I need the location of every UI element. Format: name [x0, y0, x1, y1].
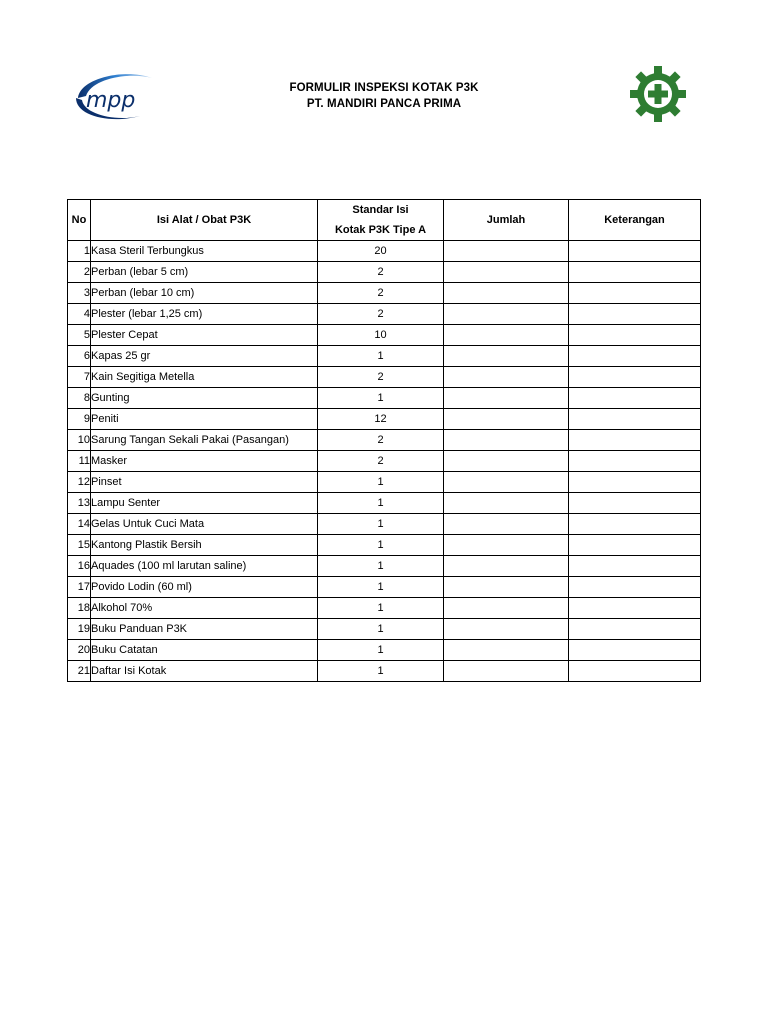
row-number-cell: 16: [68, 556, 91, 577]
keterangan-cell[interactable]: [569, 430, 701, 451]
keterangan-cell[interactable]: [569, 241, 701, 262]
item-name-cell: Kain Segitiga Metella: [91, 367, 318, 388]
standard-qty-cell: 1: [318, 661, 444, 682]
jumlah-cell[interactable]: [444, 661, 569, 682]
standard-qty-cell: 2: [318, 430, 444, 451]
table-row: [68, 451, 701, 472]
table-row: [68, 577, 701, 598]
inspection-table: [67, 199, 701, 682]
standard-qty-cell: 1: [318, 535, 444, 556]
row-number-cell: 20: [68, 640, 91, 661]
standard-qty-cell: 1: [318, 514, 444, 535]
k3-gear-cross-icon: [628, 66, 688, 122]
header-standard-line-1: Standar Isi: [352, 204, 409, 216]
item-name-cell: Lampu Senter: [91, 493, 318, 514]
jumlah-cell[interactable]: [444, 367, 569, 388]
jumlah-cell[interactable]: [444, 325, 569, 346]
keterangan-cell[interactable]: [569, 640, 701, 661]
jumlah-cell[interactable]: [444, 598, 569, 619]
keterangan-cell[interactable]: [569, 472, 701, 493]
item-name-cell: Buku Catatan: [91, 640, 318, 661]
row-number-cell: 6: [68, 346, 91, 367]
title-line-2: PT. MANDIRI PANCA PRIMA: [306, 98, 462, 110]
standard-qty-cell: 2: [318, 283, 444, 304]
row-number-cell: 14: [68, 514, 91, 535]
standard-qty-cell: 1: [318, 619, 444, 640]
header-standard: [318, 200, 444, 241]
jumlah-cell[interactable]: [444, 556, 569, 577]
item-name-cell: Kasa Steril Terbungkus: [91, 241, 318, 262]
item-name-cell: Sarung Tangan Sekali Pakai (Pasangan): [91, 430, 318, 451]
table-row: [68, 304, 701, 325]
keterangan-cell[interactable]: [569, 283, 701, 304]
header-no: No: [68, 200, 91, 241]
item-name-cell: Kapas 25 gr: [91, 346, 318, 367]
jumlah-cell[interactable]: [444, 388, 569, 409]
row-number-cell: 3: [68, 283, 91, 304]
table-row: [68, 514, 701, 535]
standard-qty-cell: 1: [318, 556, 444, 577]
header-standard-line-2: Kotak P3K Tipe A: [334, 224, 427, 236]
keterangan-cell[interactable]: [569, 451, 701, 472]
jumlah-cell[interactable]: [444, 577, 569, 598]
jumlah-cell[interactable]: [444, 619, 569, 640]
row-number-cell: 15: [68, 535, 91, 556]
jumlah-cell[interactable]: [444, 640, 569, 661]
standard-qty-cell: 12: [318, 409, 444, 430]
jumlah-cell[interactable]: [444, 346, 569, 367]
jumlah-cell[interactable]: [444, 472, 569, 493]
keterangan-cell[interactable]: [569, 577, 701, 598]
item-name-cell: Gunting: [91, 388, 318, 409]
standard-qty-cell: 1: [318, 577, 444, 598]
row-number-cell: 13: [68, 493, 91, 514]
table-row: [68, 409, 701, 430]
keterangan-cell[interactable]: [569, 619, 701, 640]
row-number-cell: 1: [68, 241, 91, 262]
jumlah-cell[interactable]: [444, 430, 569, 451]
table-row: [68, 598, 701, 619]
row-number-cell: 21: [68, 661, 91, 682]
table-row: [68, 556, 701, 577]
header-item: Isi Alat / Obat P3K: [91, 200, 318, 241]
jumlah-cell[interactable]: [444, 409, 569, 430]
standard-qty-cell: 10: [318, 325, 444, 346]
item-name-cell: Plester (lebar 1,25 cm): [91, 304, 318, 325]
table-row: [68, 493, 701, 514]
row-number-cell: 9: [68, 409, 91, 430]
table-row: [68, 346, 701, 367]
item-name-cell: Gelas Untuk Cuci Mata: [91, 514, 318, 535]
table-row: [68, 535, 701, 556]
row-number-cell: 18: [68, 598, 91, 619]
keterangan-cell[interactable]: [569, 262, 701, 283]
item-name-cell: Perban (lebar 10 cm): [91, 283, 318, 304]
mpp-logo-text: mpp: [86, 88, 136, 113]
header-keterangan: Keterangan: [569, 200, 701, 241]
jumlah-cell[interactable]: [444, 241, 569, 262]
table-row: [68, 661, 701, 682]
table-row: [68, 619, 701, 640]
jumlah-cell[interactable]: [444, 304, 569, 325]
row-number-cell: 8: [68, 388, 91, 409]
item-name-cell: Buku Panduan P3K: [91, 619, 318, 640]
table-row: [68, 241, 701, 262]
standard-qty-cell: 1: [318, 346, 444, 367]
table-header-row: [68, 200, 701, 241]
table-row: [68, 262, 701, 283]
table-row: [68, 367, 701, 388]
document-title: [184, 80, 584, 112]
item-name-cell: Alkohol 70%: [91, 598, 318, 619]
table-row: [68, 430, 701, 451]
keterangan-cell[interactable]: [569, 325, 701, 346]
item-name-cell: Povido Lodin (60 ml): [91, 577, 318, 598]
keterangan-cell[interactable]: [569, 661, 701, 682]
mpp-logo-icon: [70, 68, 154, 124]
item-name-cell: Perban (lebar 5 cm): [91, 262, 318, 283]
row-number-cell: 2: [68, 262, 91, 283]
row-number-cell: 5: [68, 325, 91, 346]
row-number-cell: 17: [68, 577, 91, 598]
item-name-cell: Daftar Isi Kotak: [91, 661, 318, 682]
header-jumlah: Jumlah: [444, 200, 569, 241]
jumlah-cell[interactable]: [444, 535, 569, 556]
standard-qty-cell: 1: [318, 640, 444, 661]
table-row: [68, 283, 701, 304]
standard-qty-cell: 1: [318, 388, 444, 409]
jumlah-cell[interactable]: [444, 514, 569, 535]
standard-qty-cell: 2: [318, 262, 444, 283]
row-number-cell: 4: [68, 304, 91, 325]
standard-qty-cell: 1: [318, 493, 444, 514]
item-name-cell: Kantong Plastik Bersih: [91, 535, 318, 556]
row-number-cell: 12: [68, 472, 91, 493]
table-row: [68, 325, 701, 346]
row-number-cell: 11: [68, 451, 91, 472]
keterangan-cell[interactable]: [569, 493, 701, 514]
item-name-cell: Aquades (100 ml larutan saline): [91, 556, 318, 577]
standard-qty-cell: 1: [318, 598, 444, 619]
jumlah-cell[interactable]: [444, 451, 569, 472]
table-row: [68, 472, 701, 493]
title-line-1: FORMULIR INSPEKSI KOTAK P3K: [289, 82, 479, 94]
jumlah-cell[interactable]: [444, 493, 569, 514]
keterangan-cell[interactable]: [569, 535, 701, 556]
keterangan-cell[interactable]: [569, 388, 701, 409]
keterangan-cell[interactable]: [569, 346, 701, 367]
item-name-cell: Peniti: [91, 409, 318, 430]
standard-qty-cell: 20: [318, 241, 444, 262]
table-row: [68, 640, 701, 661]
keterangan-cell[interactable]: [569, 598, 701, 619]
item-name-cell: Masker: [91, 451, 318, 472]
table-row: [68, 388, 701, 409]
row-number-cell: 19: [68, 619, 91, 640]
row-number-cell: 7: [68, 367, 91, 388]
keterangan-cell[interactable]: [569, 367, 701, 388]
standard-qty-cell: 1: [318, 472, 444, 493]
keterangan-cell[interactable]: [569, 304, 701, 325]
row-number-cell: 10: [68, 430, 91, 451]
standard-qty-cell: 2: [318, 304, 444, 325]
item-name-cell: Pinset: [91, 472, 318, 493]
table-body: [68, 241, 701, 682]
jumlah-cell[interactable]: [444, 283, 569, 304]
jumlah-cell[interactable]: [444, 262, 569, 283]
standard-qty-cell: 2: [318, 451, 444, 472]
keterangan-cell[interactable]: [569, 409, 701, 430]
keterangan-cell[interactable]: [569, 514, 701, 535]
item-name-cell: Plester Cepat: [91, 325, 318, 346]
standard-qty-cell: 2: [318, 367, 444, 388]
keterangan-cell[interactable]: [569, 556, 701, 577]
